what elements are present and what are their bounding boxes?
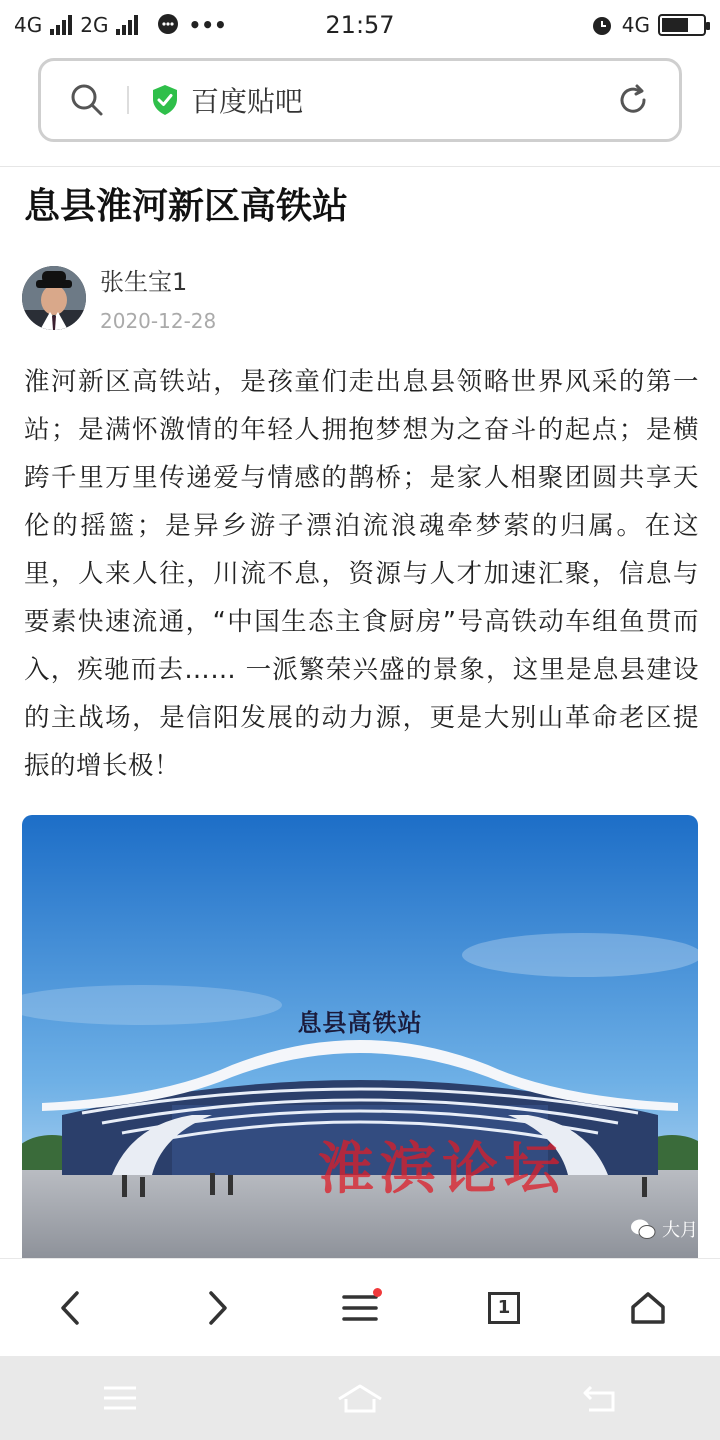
browser-bottom-bar	[0, 1258, 720, 1356]
chat-notification-icon	[156, 13, 180, 37]
forward-button[interactable]	[186, 1278, 246, 1338]
chevron-left-icon	[57, 1290, 87, 1326]
article-title: 息县淮河新区高铁站	[24, 186, 349, 227]
signal-icon	[50, 15, 72, 35]
system-nav-bar	[0, 1356, 720, 1440]
system-menu-button[interactable]	[90, 1368, 150, 1428]
author-block[interactable]	[22, 262, 216, 333]
author-name[interactable]: 张生宝1	[100, 268, 188, 296]
chevron-right-icon	[201, 1290, 231, 1326]
watermark: 淮滨论坛	[318, 1136, 566, 1202]
search-icon[interactable]	[69, 82, 105, 118]
article-body: 淮河新区高铁站，是孩童们走出息县领略世界风采的第一站；是满怀激情的年轻人拥抱梦想为之奋斗的起点；是横跨千里万里传递爱与情感的鹊桥；是家人相聚团圆共享天伦的摇篮；是异乡游子漂泊流浪魂牵梦萦的归属。在这里，人来人往，川流不息，资源与人才加速汇聚，信息与要素快速流通，“中国生态主食厨房”号高铁动车组鱼贯而入，疾驰而去…… 一派繁荣兴盛的景象，这里是息县建设的主战场，是信阳发展的动力源，更是大别山革命老区提振的增长极！	[24, 367, 699, 781]
image-source-text: 大月	[662, 1220, 698, 1241]
refresh-icon[interactable]	[615, 82, 651, 118]
article-image[interactable]	[22, 815, 698, 1260]
avatar[interactable]	[22, 266, 86, 330]
address-bar[interactable]	[38, 58, 682, 142]
battery-icon	[658, 14, 706, 36]
header-separator	[0, 166, 720, 167]
tabs-button[interactable]	[474, 1278, 534, 1338]
station-label: 息县高铁站	[297, 1009, 423, 1037]
tab-count: 1	[488, 1292, 520, 1324]
menu-icon	[102, 1385, 138, 1411]
home-icon	[336, 1383, 384, 1413]
post-date: 2020-12-28	[100, 309, 217, 333]
home-button[interactable]	[618, 1278, 678, 1338]
address-divider	[127, 86, 129, 114]
security-shield-icon	[151, 84, 179, 116]
menu-icon	[342, 1293, 378, 1323]
status-bar	[0, 0, 720, 50]
notification-dot	[373, 1288, 382, 1297]
network-type-2: 2G	[80, 13, 109, 37]
signal-icon-2	[116, 15, 138, 35]
network-type-right: 4G	[621, 13, 650, 37]
back-button[interactable]	[42, 1278, 102, 1338]
system-back-button[interactable]	[570, 1368, 630, 1428]
system-home-button[interactable]	[330, 1368, 390, 1428]
wechat-icon	[630, 1218, 656, 1240]
home-icon	[630, 1291, 666, 1325]
site-name[interactable]: 百度贴吧	[191, 85, 304, 118]
clock: 21:57	[325, 11, 395, 39]
network-type-1: 4G	[14, 13, 43, 37]
alarm-icon	[590, 13, 614, 37]
image-source	[630, 1216, 698, 1242]
more-notifications: •••	[188, 13, 227, 37]
menu-button[interactable]	[330, 1278, 390, 1338]
back-arrow-icon	[581, 1383, 619, 1413]
